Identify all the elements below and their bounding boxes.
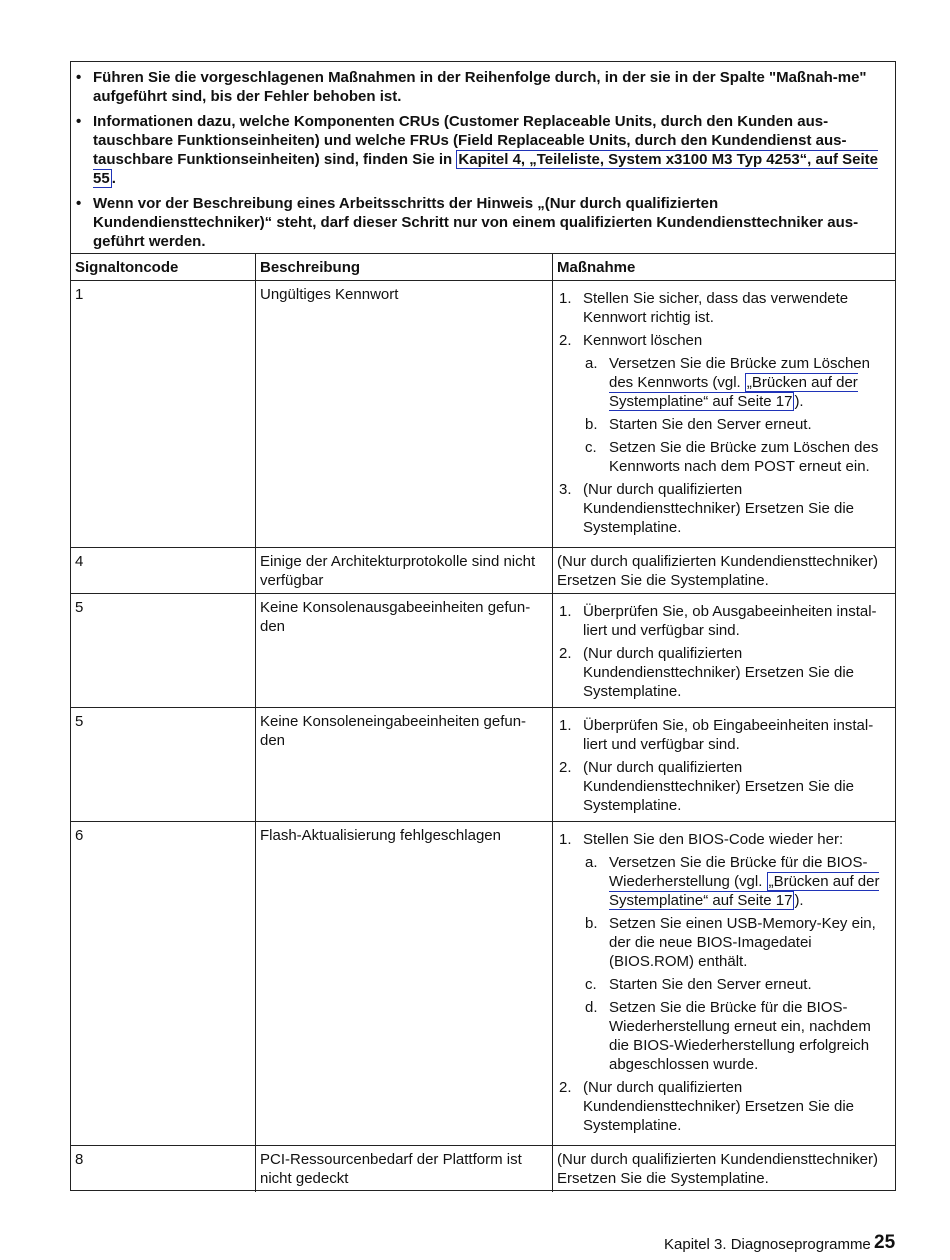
sub-step-letter: c.: [585, 976, 597, 993]
description-cell: Flash-Aktualisierung fehlgeschlagen: [256, 822, 553, 1145]
action-step: [557, 758, 892, 815]
table-row: [71, 708, 895, 822]
note-text-end: .: [111, 170, 116, 187]
footer-chapter: Kapitel 3. Diagnoseprogramme: [664, 1236, 871, 1253]
action-cell: [553, 594, 895, 707]
sub-steps: [583, 354, 892, 476]
sub-step-text-end: ).: [794, 892, 804, 909]
action-steps: [557, 602, 892, 701]
description-cell: Einige der Architekturprotokolle sind nicht verfügbar: [256, 548, 553, 593]
page-number: 25: [874, 1232, 896, 1253]
code-cell: 5: [71, 708, 256, 821]
step-text: (Nur durch qualifizierten Kundendiensttechniker) Ersetzen Sie die Systemplatine.: [583, 481, 854, 536]
sub-step: [583, 914, 892, 971]
action-cell: [553, 281, 895, 547]
column-header-code: Signaltoncode: [71, 253, 256, 280]
step-text: (Nur durch qualifizierten Kundendiensttechniker) Ersetzen Sie die Systemplatine.: [583, 645, 854, 700]
sub-step-letter: a.: [585, 854, 598, 871]
code-cell: 4: [71, 548, 256, 593]
column-header-action: Maßnahme: [557, 259, 636, 276]
step-number: 1.: [559, 603, 572, 620]
sub-step-text: Setzen Sie die Brücke für die BIOS-Wiederherstellung erneut ein, nachdem die BIOS-Wiederherstellung erfolgreich abgeschlossen wurde.: [609, 999, 871, 1073]
sub-step-text: Versetzen Sie die Brücke für die BIOS-Wiederherstellung (vgl.: [609, 854, 868, 890]
action-step: [557, 331, 892, 476]
step-number: 1.: [559, 831, 572, 848]
sub-step-letter: a.: [585, 355, 598, 372]
action-step: [557, 644, 892, 701]
chapter-4-link[interactable]: Kapitel 4, „Teileliste, System x3100 M3 Typ 4253“, auf Seite 55: [93, 151, 879, 187]
action-step: [557, 716, 892, 754]
step-number: 1.: [559, 290, 572, 307]
notes-section: [71, 62, 895, 254]
bullet-icon: •: [76, 195, 82, 212]
action-step: [557, 830, 892, 1074]
step-number: 2.: [559, 1079, 572, 1096]
table-row: [71, 822, 895, 1146]
action-step: [557, 1078, 892, 1135]
bullet-icon: •: [76, 113, 82, 130]
code-cell: 5: [71, 594, 256, 707]
code-cell: 1: [71, 281, 256, 547]
step-text: (Nur durch qualifizierten Kundendiensttechniker) Ersetzen Sie die Systemplatine.: [583, 759, 854, 814]
action-cell: (Nur durch qualifizierten Kundendiensttechniker) Ersetzen Sie die Systemplatine.: [557, 553, 879, 589]
table-row: [71, 281, 895, 548]
jumper-reference-link[interactable]: „Brücken auf der Systemplatine“ auf Seite 17: [609, 374, 858, 410]
code-cell: 6: [71, 822, 256, 1145]
sub-step-letter: c.: [585, 439, 597, 456]
action-steps: [557, 830, 892, 1135]
note-item: [71, 68, 891, 106]
action-cell: (Nur durch qualifizierten Kundendiensttechniker) Ersetzen Sie die Systemplatine.: [557, 1151, 879, 1187]
action-cell: [553, 822, 895, 1145]
step-text: Stellen Sie sicher, dass das verwendete Kennwort richtig ist.: [583, 290, 849, 326]
description-cell: PCI-Ressourcenbedarf der Plattform ist nicht gedeckt: [256, 1146, 553, 1192]
sub-step-letter: b.: [585, 915, 598, 932]
table-row: [71, 594, 895, 708]
step-number: 3.: [559, 481, 572, 498]
note-text: Wenn vor der Beschreibung eines Arbeitsschritts der Hinweis „(Nur durch qualifizierten Kundendiensttechniker)“ steht, darf dieser Schritt nur von einem qualifizierten Kundendiensttechniker aus-geführt werden.: [93, 195, 859, 250]
step-text: Überprüfen Sie, ob Ausgabeeinheiten instal-liert und verfügbar sind.: [583, 603, 877, 639]
sub-step-text-end: ).: [794, 393, 804, 410]
step-number: 2.: [559, 645, 572, 662]
description-cell: Keine Konsolenausgabeeinheiten gefun-den: [256, 594, 553, 707]
step-text: (Nur durch qualifizierten Kundendiensttechniker) Ersetzen Sie die Systemplatine.: [583, 1079, 854, 1134]
description-cell: Keine Konsoleneingabeeinheiten gefun-den: [256, 708, 553, 821]
step-number: 2.: [559, 759, 572, 776]
sub-step: [583, 415, 892, 434]
sub-step: [583, 853, 892, 910]
column-header-description: Beschreibung: [256, 253, 553, 280]
step-text: Kennwort löschen: [583, 332, 703, 349]
action-step: [557, 602, 892, 640]
table-header-row: [71, 253, 895, 281]
step-text: Überprüfen Sie, ob Eingabeeinheiten instal-liert und verfügbar sind.: [583, 717, 874, 753]
action-steps: [557, 716, 892, 815]
note-item: [71, 112, 891, 188]
jumper-reference-link[interactable]: „Brücken auf der Systemplatine“ auf Seite 17: [609, 873, 880, 909]
step-text: Stellen Sie den BIOS-Code wieder her:: [583, 831, 844, 848]
note-text: Informationen dazu, welche Komponenten CRUs (Customer Replaceable Units, durch den Kunden aus-tauschbare Funktionseinheiten) und welche FRUs (Field Replaceable Units, durch den Kundendienst aus-tauschbare Funktionseinheiten) sind, finden Sie in: [93, 113, 847, 168]
content-frame: [70, 61, 896, 1191]
sub-step-text: Starten Sie den Server erneut.: [609, 416, 812, 433]
table-row: [71, 1146, 895, 1192]
note-text: Führen Sie die vorgeschlagenen Maßnahmen in der Reihenfolge durch, in der sie in der Spalte "Maßnah-me" aufgeführt sind, bis der Fehler behoben ist.: [93, 69, 867, 105]
step-number: 2.: [559, 332, 572, 349]
sub-step-text: Setzen Sie einen USB-Memory-Key ein, der die neue BIOS-Imagedatei (BIOS.ROM) enthält.: [609, 915, 876, 970]
sub-step: [583, 975, 892, 994]
action-steps: [557, 289, 892, 537]
bullet-icon: •: [76, 69, 82, 86]
note-item: [71, 194, 891, 251]
action-step: [557, 480, 892, 537]
sub-step-letter: d.: [585, 999, 598, 1016]
step-number: 1.: [559, 717, 572, 734]
sub-step-text: Starten Sie den Server erneut.: [609, 976, 812, 993]
sub-step-text: Setzen Sie die Brücke zum Löschen des Kennworts nach dem POST erneut ein.: [609, 439, 879, 475]
description-cell: Ungültiges Kennwort: [256, 281, 553, 547]
code-cell: 8: [71, 1146, 256, 1192]
sub-step-letter: b.: [585, 416, 598, 433]
table-row: [71, 548, 895, 594]
sub-step-text: Versetzen Sie die Brücke zum Löschen des Kennworts (vgl.: [609, 355, 870, 391]
sub-steps: [583, 853, 892, 1074]
sub-step: [583, 354, 892, 411]
action-step: [557, 289, 892, 327]
sub-step: [583, 998, 892, 1074]
action-cell: [553, 708, 895, 821]
sub-step: [583, 438, 892, 476]
